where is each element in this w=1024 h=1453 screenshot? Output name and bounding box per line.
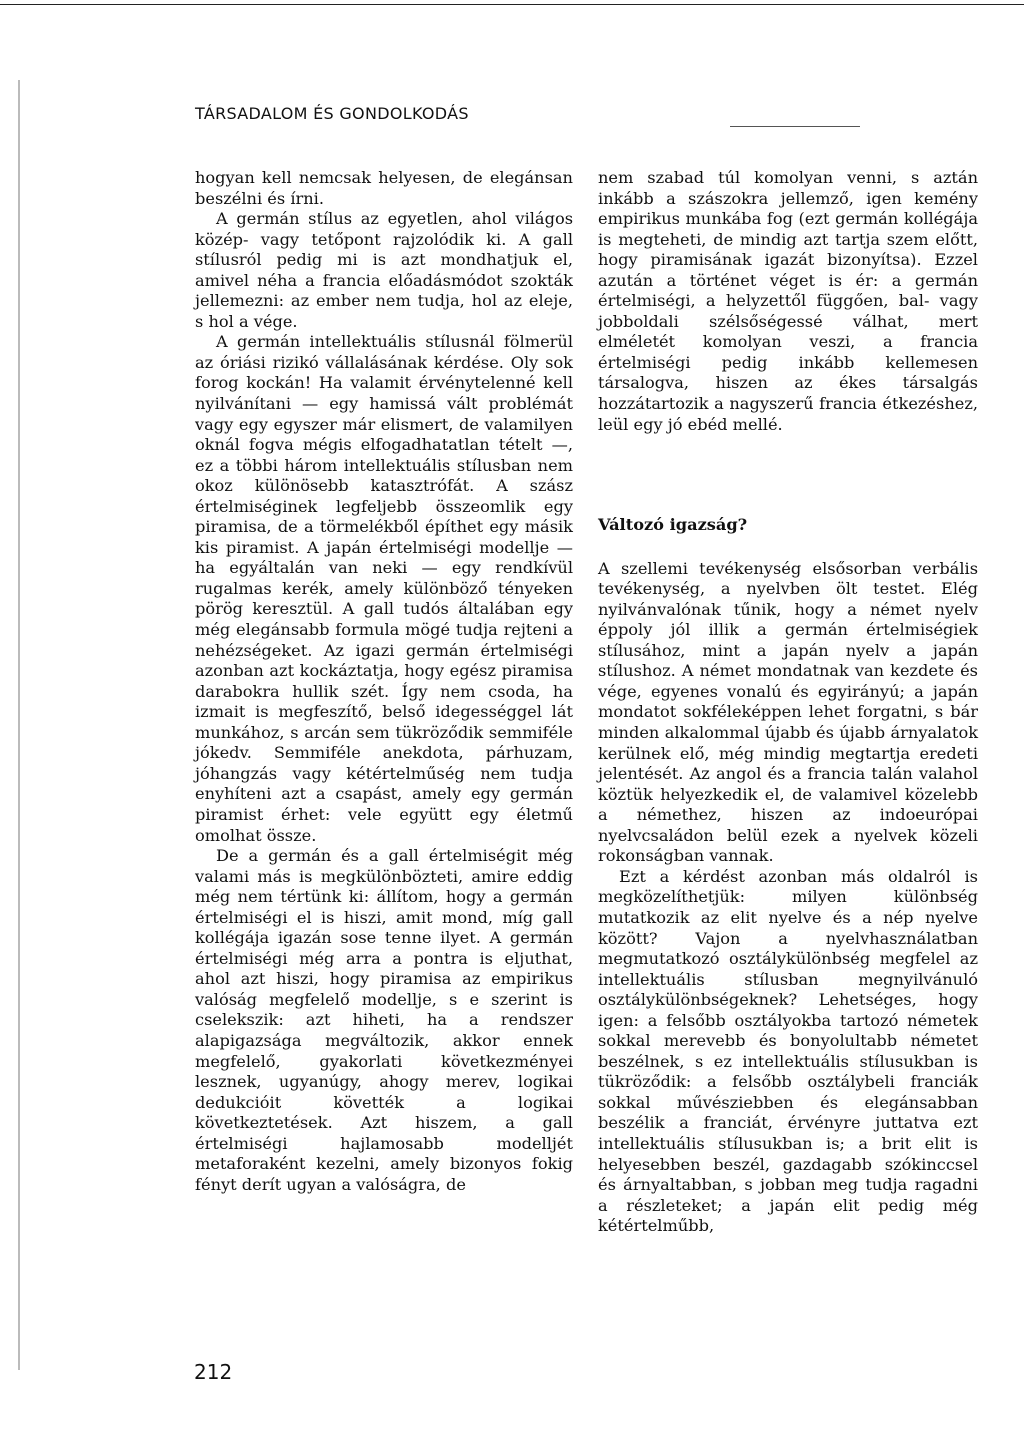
top-rule	[0, 4, 1024, 5]
paragraph: hogyan kell nemcsak helyesen, de elegánsan beszélni és írni.	[195, 168, 573, 208]
left-margin-rule	[18, 80, 20, 1370]
running-header: TÁRSADALOM ÉS GONDOLKODÁS	[195, 104, 469, 123]
left-column	[195, 168, 573, 1195]
paragraph: A germán stílus az egyetlen, ahol világos közép- vagy tetőpont rajzolódik ki. A gall stílusról pedig mi is azt mondhatjuk el, amivel néha a francia előadásmódot szokták jellemezni: az ember nem tudja, hol az eleje, s hol a vége.	[195, 209, 573, 331]
paragraph: A germán intellektuális stílusnál fölmerül az óriási rizikó vállalásának kérdése. Oly sok forog kockán! Ha valamit érvénytelenné kell nyilvánítani — egy hamissá vált problémát vagy egy egyszer már elismert, de valamilyen oknál fogva mégis elfogadhatatlan tételt —, ez a többi három intellektuális stílusban nem okoz különösebb katasztrófát. A szász értelmiséginek legfeljebb összeomlik egy piramisa, de a törmelékből építhet egy másik kis piramist. A japán értelmiségi modellje — ha egyáltalán van neki — egy rendkívül rugalmas kerék, amely különböző tényeken pörög keresztül. A gall tudós általában egy még elegánsabb formula mögé tudja rejteni a nehézségeket. Az igazi germán értelmiségi azonban azt kockáztatja, hogy egész piramisa darabokra hullik szét. Így nem csoda, ha izmait is megfeszítő, belső idegességgel lát munkához, s arcán sem tükröződik semmiféle jókedv. Semmiféle anekdota, párhuzam, jóhangzás vagy kétértelműség nem tudja enyhíteni azt a csapást, amely egy germán piramist érhet: vele együtt egy életmű omolhat össze.	[195, 332, 573, 845]
paragraph: De a germán és a gall értelmiségit még valami más is megkülönbözteti, amire eddig még nem tértünk ki: állítom, hogy a germán értelmiségi el is hiszi, amit mond, míg gall kollégája igazán sose tenne ilyet. A germán értelmiségi még arra a pontra is eljuthat, ahol azt hiszi, hogy piramisa az empirikus valóság megfelelő modellje, s e szerint is cselekszik: azt hiheti, ha a rendszer alapigazsága megváltozik, akkor ennek megfelelő, gyakorlati következményei lesznek, ugyanúgy, ahogy merev, logikai dedukcióit követték a logikai következtetések. Azt hiszem, a gall értelmiségi hajlamosabb modelljét metaforaként kezelni, amely bizonyos fokig fényt derít ugyan a valóságra, de	[195, 846, 573, 1194]
header-dash	[730, 126, 860, 127]
page-number: 212	[194, 1360, 233, 1384]
paragraph: nem szabad túl komolyan venni, s aztán inkább a szászokra jellemző, igen kemény empirikus munkába fog (ezt germán kollégája is megteheti, de mindig azt tartja szem előtt, hogy piramisának igazát bizonyítsa). Ezzel azután a történet véget is ér: a germán értelmiségi, a helyzettől függően, bal- vagy jobboldali szélsőségessé válhat, mert elméletét komolyan veszi, a francia értelmiségi pedig inkább kellemesen társalogva, hiszen az ékes társalgás hozzátartozik a nagyszerű francia étkezéshez, leül egy jó ebéd mellé.	[598, 168, 978, 434]
paragraph: A szellemi tevékenység elsősorban verbális tevékenység, a nyelvben ölt testet. Elég nyilvánvalónak tűnik, hogy a német nyelv éppoly jól illik a germán értelmiségiek stílusához, mint a japán nyelv a japán stílushoz. A német mondatnak van kezdete és vége, egyenes vonalú és egyirányú; a japán mondatot sokféleképpen lehet forgatni, s bár minden alkalommal újabb és újabb árnyalatok kerülnek elő, még mindig megtartja eredeti jelentését. Az angol és a francia talán valahol köztük helyezkedik el, de valamivel közelebb a némethez, hiszen az indoeurópai nyelvcsaládon belül ezek a nyelvek közeli rokonságban vannak.	[598, 558, 978, 866]
section-heading: Változó igazság?	[598, 515, 748, 535]
paragraph: Ezt a kérdést azonban más oldalról is megközelíthetjük: milyen különbség mutatkozik az elit nyelve és a nép nyelve között? Vajon a nyelvhasználatban megmutatkozó osztálykülönbség megfelel az intellektuális stílusban megnyilvánuló osztálykülönbségeknek? Lehetséges, hogy igen: a felsőbb osztályokba tartozó németek sokkal merevebb és bonyolultabb németet beszélnek, s ez intellektuális stílusukban is tükröződik: a felsőbb osztálybeli franciák sokkal művésziebben és elegánsabban beszélik a franciát, érvényre juttatva ezt intellektuális stílusukban is; a brit elit is helyesebben beszél, gazdagabb szókinccsel és árnyaltabban, s jobban meg tudja ragadni a részleteket; a japán elit pedig még kétértelműbb,	[598, 866, 978, 1236]
right-column	[598, 168, 978, 1237]
